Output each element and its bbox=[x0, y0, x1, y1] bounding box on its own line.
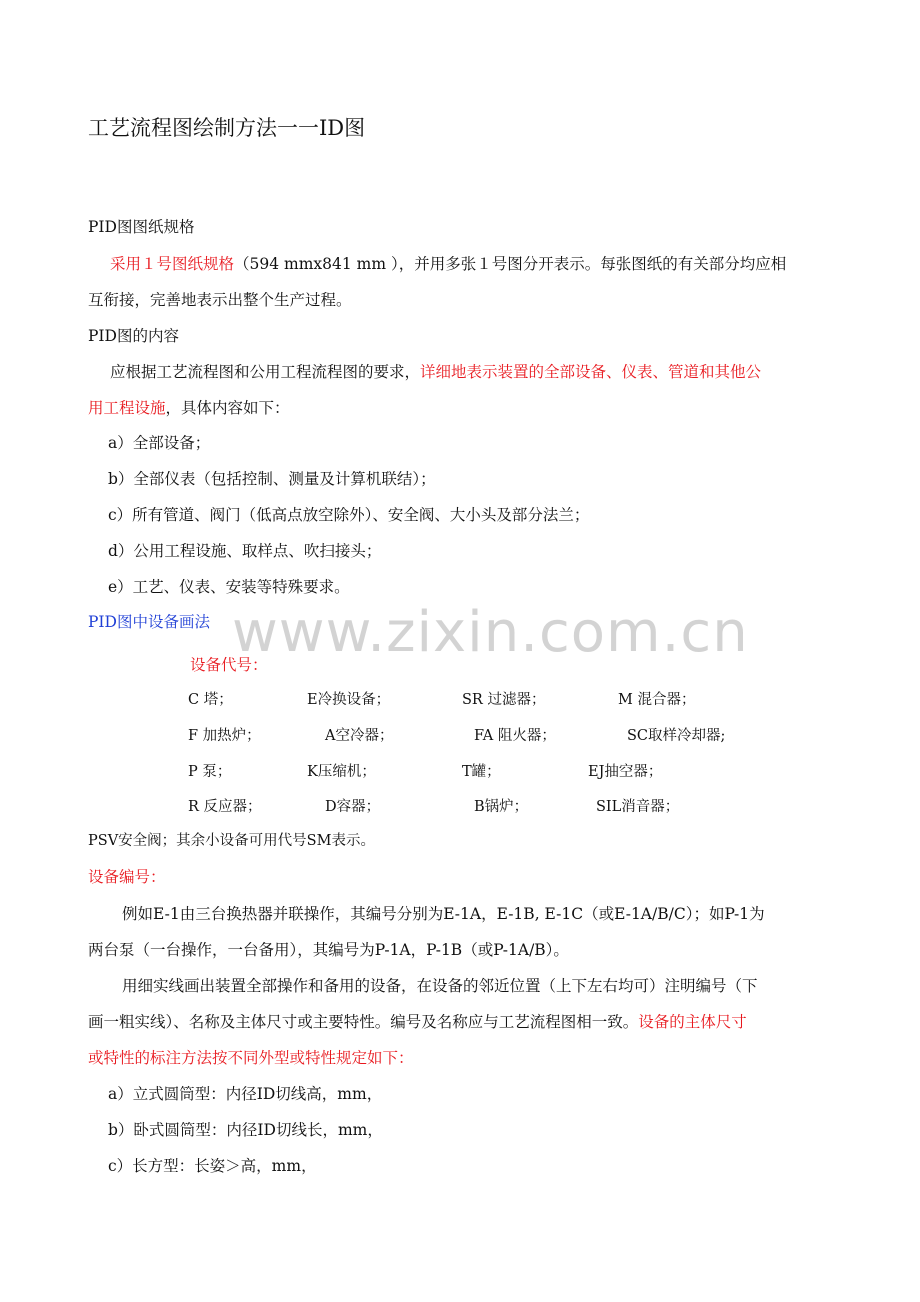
drawing-paragraph-line1: 用细实线画出装置全部操作和备用的设备，在设备的邻近位置（上下左右均可）注明编号（下 bbox=[122, 977, 758, 995]
content-paragraph-line2 bbox=[88, 398, 290, 418]
content-text-cont: ，具体内容如下： bbox=[165, 399, 290, 417]
content-text: 应根据工艺流程图和公用工程流程图的要求， bbox=[110, 363, 421, 381]
list-item: b）卧式圆筒型：内径ID切线长，mm， bbox=[108, 1121, 383, 1139]
spec-paragraph-line1 bbox=[110, 254, 786, 274]
code-cell: SIL消音器； bbox=[596, 799, 680, 815]
list-item: b）全部仪表（包括控制、测量及计算机联结）； bbox=[108, 470, 436, 488]
content-highlight-cont: 用工程设施 bbox=[88, 399, 166, 417]
list-item: a）立式圆筒型：内径ID切线高，mm， bbox=[108, 1085, 383, 1103]
content-highlight: 详细地表示装置的全部设备、仪表、管道和其他公 bbox=[420, 363, 762, 381]
section-heading-content: PID图的内容 bbox=[88, 327, 179, 345]
code-cell: FA 阻火器； bbox=[474, 728, 556, 744]
code-cell: T罐； bbox=[462, 764, 501, 780]
code-cell: A空冷器； bbox=[325, 728, 394, 744]
code-cell: SR 过滤器； bbox=[462, 692, 546, 708]
equipment-code-heading: 设备代号： bbox=[190, 656, 268, 674]
drawing-paragraph-line3: 或特性的标注方法按不同外型或特性规定如下： bbox=[88, 1049, 414, 1067]
code-cell: C 塔； bbox=[188, 692, 233, 708]
section-heading-equipment: PID图中设备画法 bbox=[88, 613, 210, 631]
content-paragraph-line1 bbox=[110, 362, 761, 382]
section-heading-spec: PID图图纸规格 bbox=[88, 218, 195, 236]
code-cell: EJ抽空器； bbox=[588, 764, 663, 780]
spec-text: （594 mmx841 mm ），并用多张１号图分开表示。每张图纸的有关部分均应相 bbox=[234, 255, 787, 273]
code-cell: M 混合器； bbox=[618, 692, 696, 708]
section-heading-numbering: 设备编号： bbox=[88, 868, 166, 886]
code-cell: F 加热炉； bbox=[188, 728, 261, 744]
list-item: c）长方型：长姿＞高，mm， bbox=[108, 1157, 317, 1175]
list-item: a）全部设备； bbox=[108, 434, 211, 452]
page-title: 工艺流程图绘制方法一一ID图 bbox=[88, 116, 366, 140]
code-cell: D容器； bbox=[325, 799, 381, 815]
watermark: www.zixin.com.cn bbox=[232, 600, 749, 665]
list-item: d）公用工程设施、取样点、吹扫接头； bbox=[108, 542, 382, 560]
code-cell: R 反应器； bbox=[188, 799, 262, 815]
spec-paragraph-line2: 互衔接，完善地表示出整个生产过程。 bbox=[88, 291, 352, 309]
list-item: e）工艺、仪表、安装等特殊要求。 bbox=[108, 578, 350, 596]
code-cell: P 泵； bbox=[188, 764, 232, 780]
list-item: c）所有管道、阀门（低高点放空除外）、安全阀、大小头及部分法兰； bbox=[108, 506, 590, 524]
numbering-paragraph-line1: 例如E-1由三台换热器并联操作，其编号分别为E-1A，E-1B, E-1C（或E-1A/B/C）；如P-1为 bbox=[122, 905, 765, 923]
drawing-highlight: 设备的主体尺寸 bbox=[638, 1013, 747, 1031]
code-cell: B锅炉； bbox=[474, 799, 529, 815]
numbering-paragraph-line2: 两台泵（一台操作，一台备用），其编号为P-1A，P-1B（或P-1A/B）。 bbox=[88, 941, 569, 959]
drawing-paragraph-line2 bbox=[88, 1012, 747, 1032]
spec-highlight: 采用１号图纸规格 bbox=[110, 255, 235, 273]
drawing-text: 画一粗实线）、名称及主体尺寸或主要特性。编号及名称应与工艺流程图相一致。 bbox=[88, 1013, 639, 1031]
code-cell: SC取样冷却器; bbox=[627, 728, 726, 744]
code-cell: E冷换设备； bbox=[307, 692, 391, 708]
psv-note: PSV安全阀；其余小设备可用代号SM表示。 bbox=[88, 833, 375, 849]
code-cell: K压缩机； bbox=[307, 764, 376, 780]
